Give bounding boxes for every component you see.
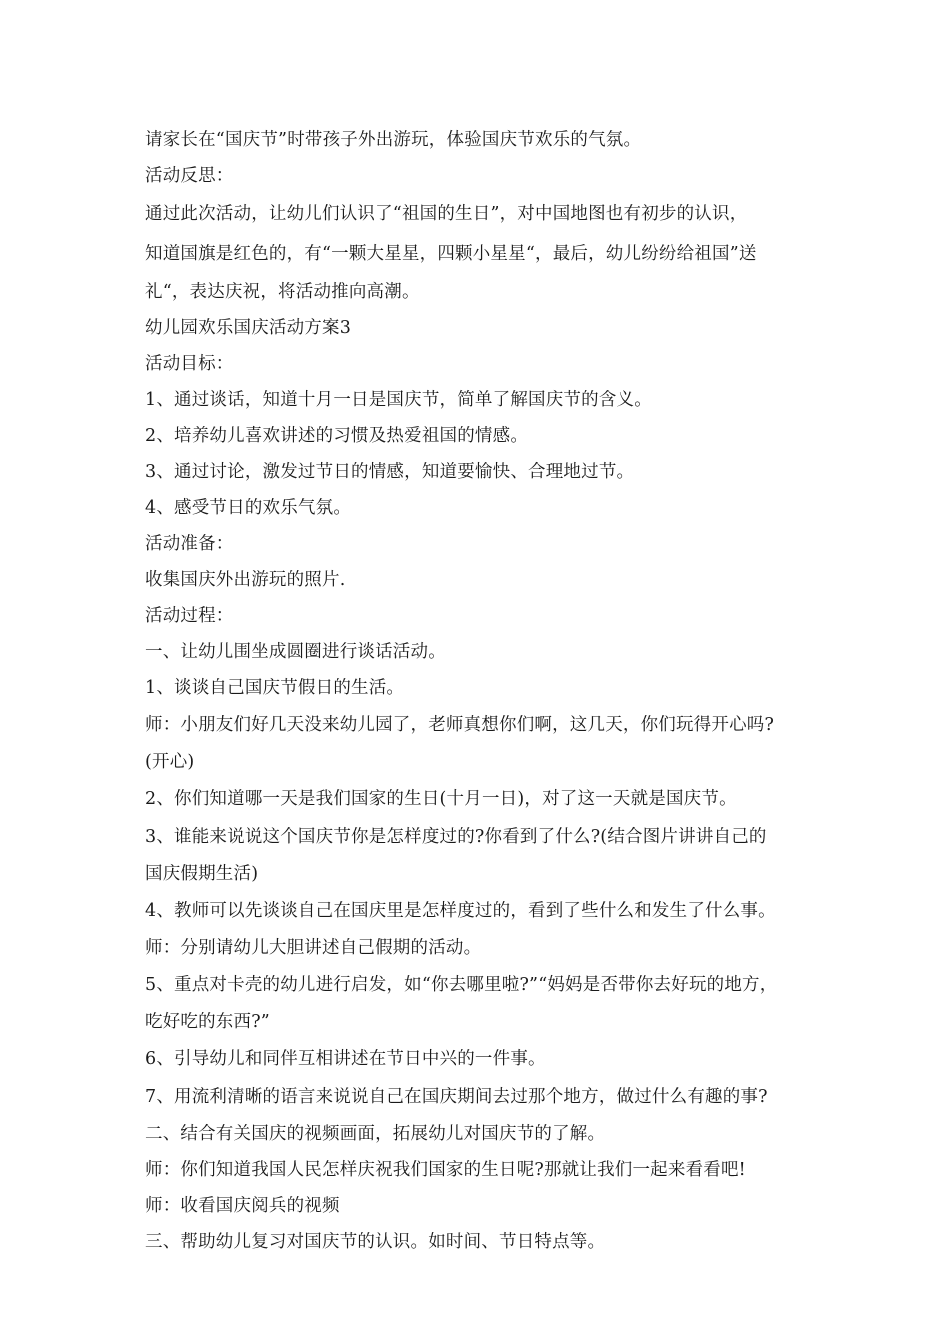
text-line: 礼“，表达庆祝，将活动推向高潮。 [145, 282, 420, 302]
text-line: 通过此次活动，让幼儿们认识了“祖国的生日”，对中国地图也有初步的认识， [145, 204, 748, 224]
document-title: 幼儿园欢乐国庆活动方案3 [145, 318, 352, 338]
section-heading: 活动过程： [145, 606, 234, 626]
text-line: 三、帮助幼儿复习对国庆节的认识。如时间、节日特点等。 [145, 1232, 606, 1252]
text-line: 请家长在“国庆节”时带孩子外出游玩，体验国庆节欢乐的气氛。 [145, 130, 642, 150]
text-line: 吃好吃的东西?” [145, 1012, 270, 1032]
list-item: 6、引导幼儿和同伴互相讲述在节日中兴的一件事。 [145, 1049, 546, 1069]
text-line: 师：你们知道我国人民怎样庆祝我们国家的生日呢?那就让我们一起来看看吧! [145, 1160, 746, 1180]
text-line: (开心) [145, 752, 195, 772]
list-item: 7、用流利清晰的语言来说说自己在国庆期间去过那个地方，做过什么有趣的事? [145, 1087, 768, 1107]
section-heading: 活动反思： [145, 166, 234, 186]
text-line: 二、结合有关国庆的视频画面，拓展幼儿对国庆节的了解。 [145, 1124, 606, 1144]
list-item: 3、通过讨论，激发过节日的情感，知道要愉快、合理地过节。 [145, 462, 635, 482]
text-line: 知道国旗是红色的，有“一颗大星星，四颗小星星“，最后，幼儿纷纷给祖国”送 [145, 244, 757, 264]
text-line: 师：分别请幼儿大胆讲述自己假期的活动。 [145, 938, 482, 958]
list-item: 4、教师可以先谈谈自己在国庆里是怎样度过的，看到了些什么和发生了什么事。 [145, 901, 776, 921]
list-item: 1、谈谈自己国庆节假日的生活。 [145, 678, 405, 698]
section-heading: 活动目标： [145, 354, 234, 374]
list-item: 5、重点对卡壳的幼儿进行启发，如“你去哪里啦?”“妈妈是否带你去好玩的地方， [145, 975, 778, 995]
list-item: 1、通过谈话，知道十月一日是国庆节，简单了解国庆节的含义。 [145, 390, 652, 410]
text-line: 师：小朋友们好几天没来幼儿园了，老师真想你们啊，这几天，你们玩得开心吗? [145, 715, 775, 735]
list-item: 3、谁能来说说这个国庆节你是怎样度过的?你看到了什么?(结合图片讲讲自己的 [145, 827, 767, 847]
list-item: 2、你们知道哪一天是我们国家的生日(十月一日)，对了这一天就是国庆节。 [145, 789, 737, 809]
text-line: 一、让幼儿围坐成圆圈进行谈话活动。 [145, 642, 446, 662]
list-item: 2、培养幼儿喜欢讲述的习惯及热爱祖国的情感。 [145, 426, 529, 446]
list-item: 4、感受节日的欢乐气氛。 [145, 498, 352, 518]
text-line: 师：收看国庆阅兵的视频 [145, 1196, 340, 1216]
section-heading: 活动准备： [145, 534, 234, 554]
text-line: 国庆假期生活) [145, 864, 259, 884]
text-line: 收集国庆外出游玩的照片. [145, 570, 346, 590]
document-body [145, 122, 813, 1260]
